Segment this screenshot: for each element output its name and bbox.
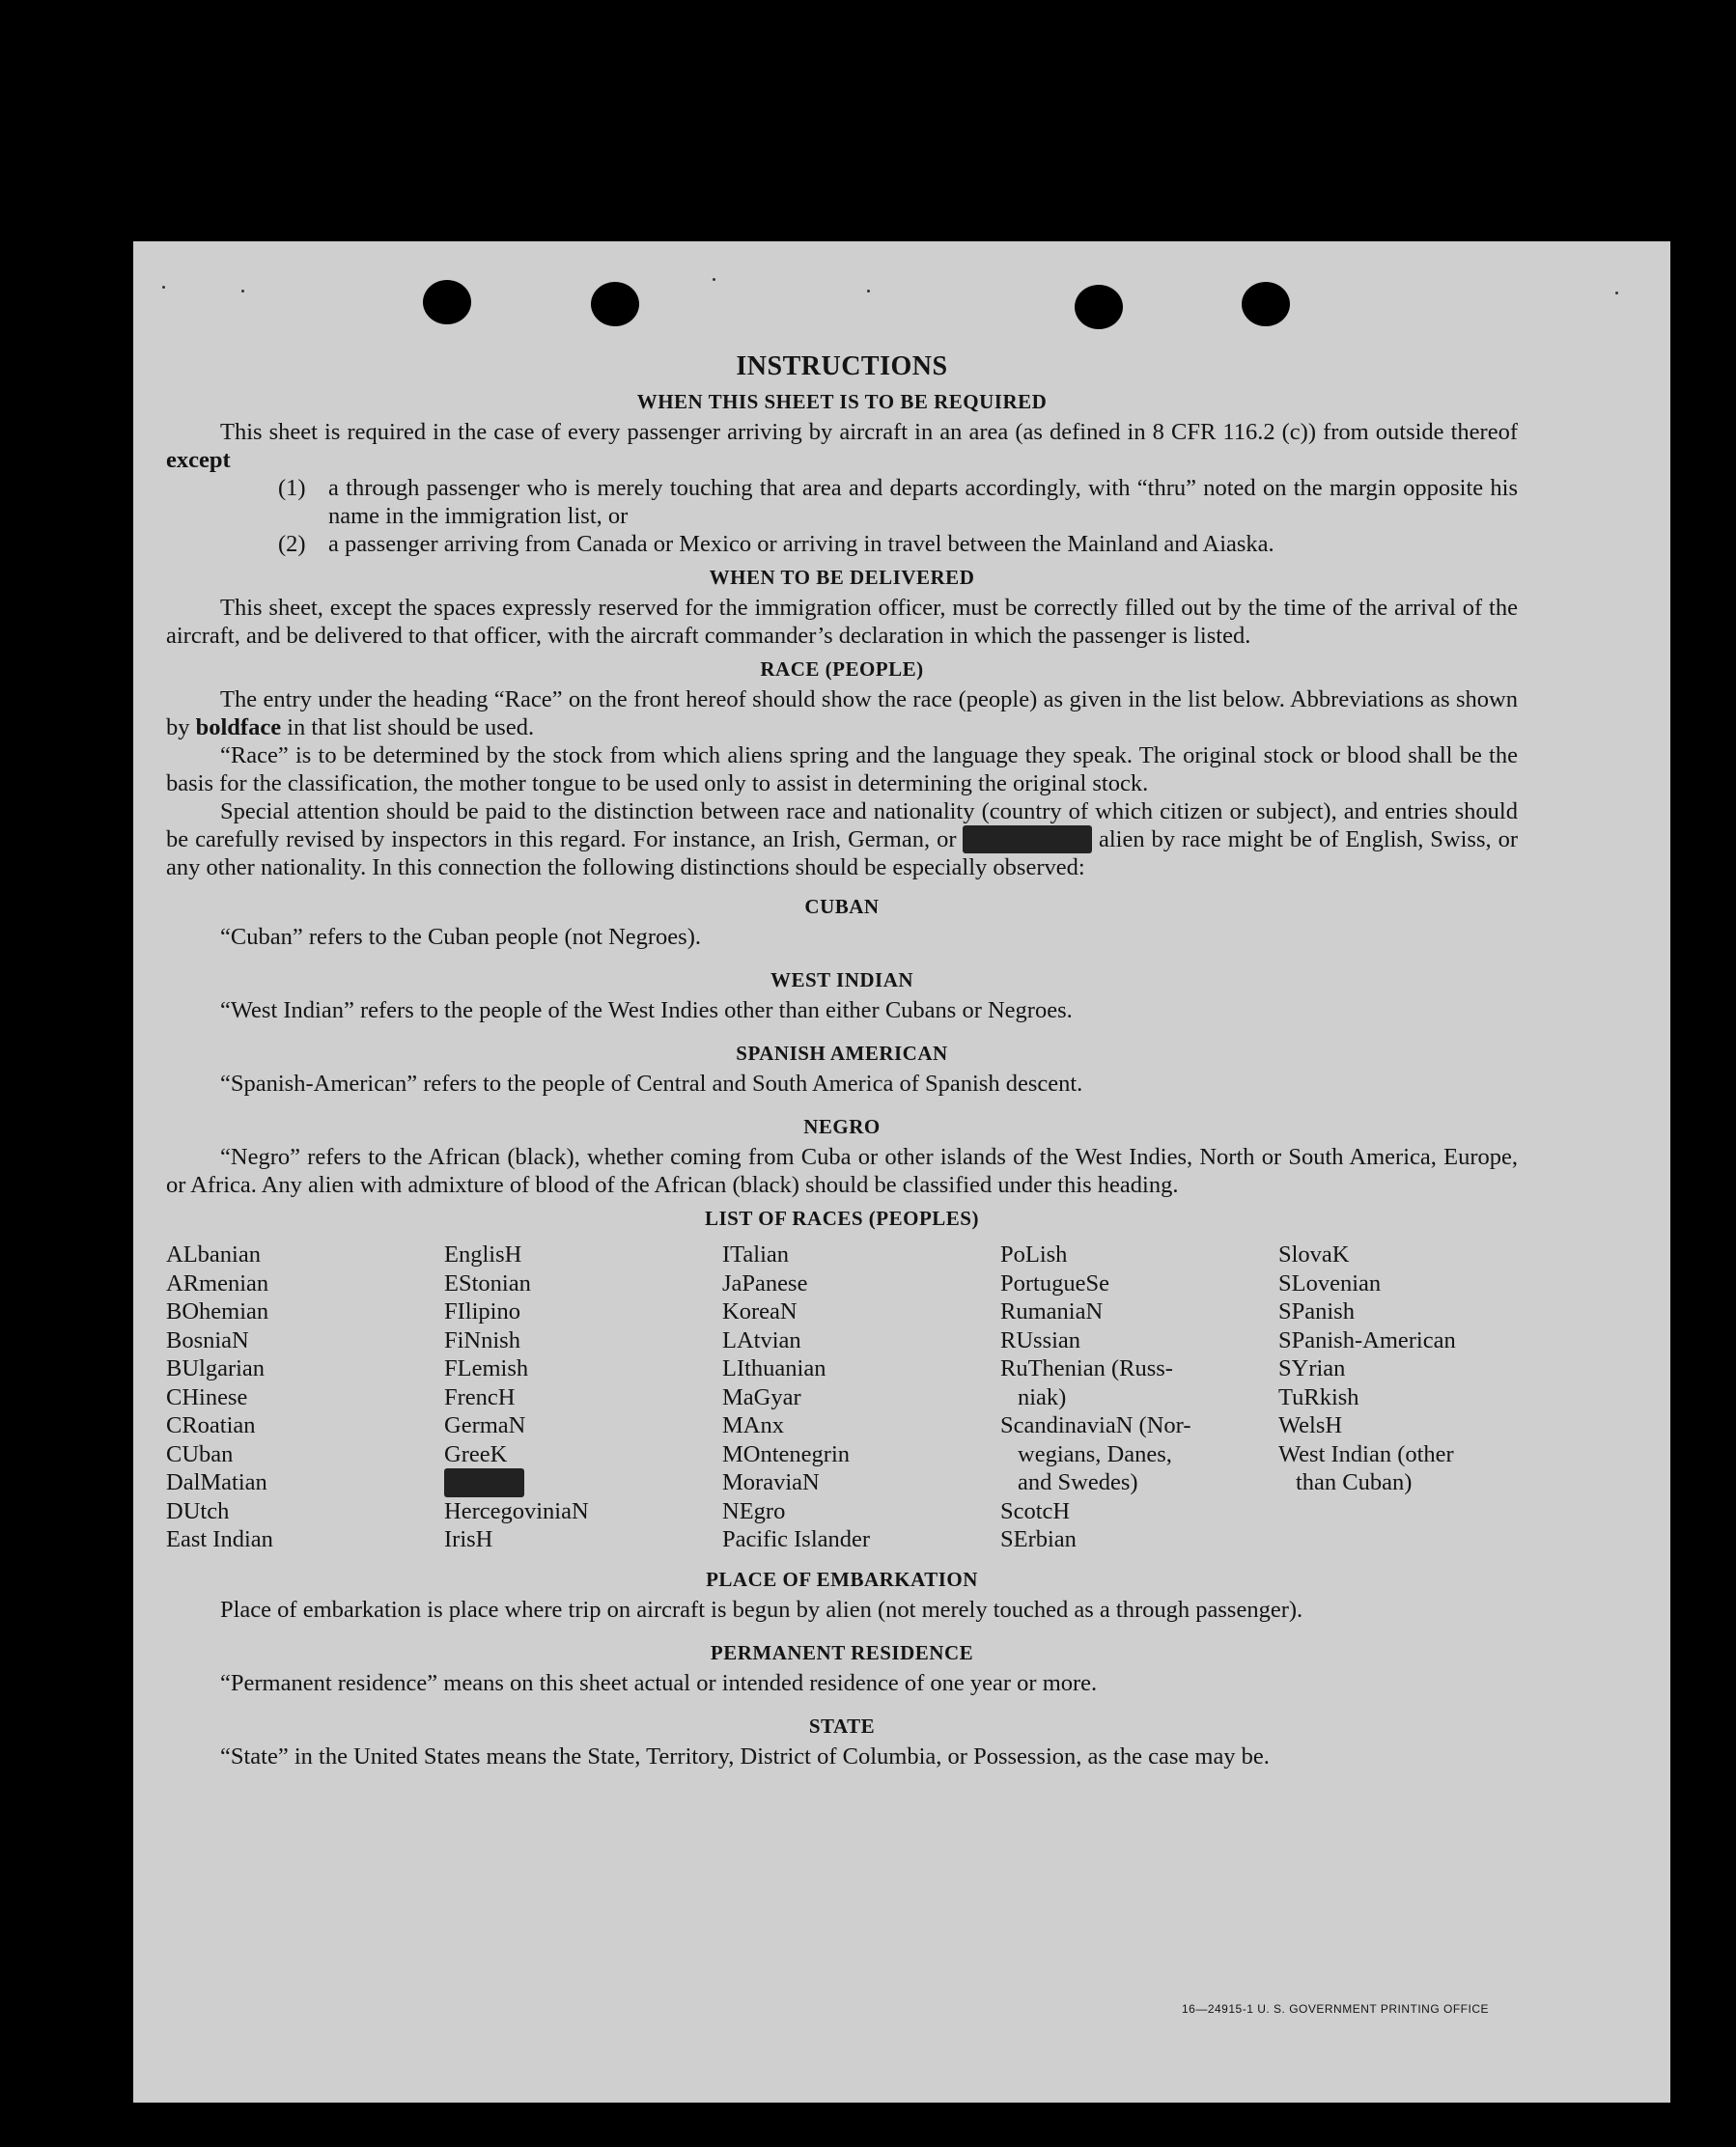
race-entry: Pacific Islander [722,1526,871,1552]
race-entry: BOhemian [166,1298,269,1324]
race-entry: FIlipino [444,1298,520,1324]
race-entry: PoLish [1000,1241,1068,1268]
race-entry: CRoatian [166,1412,256,1438]
race-entry: MaGyar [722,1383,801,1410]
section-heading-residence: PERMANENT RESIDENCE [710,1640,974,1664]
residence-text: “Permanent residence” means on this sheet actual or intended residence of one year or more. [220,1669,1098,1696]
punch-hole [423,280,471,324]
race-entry-continued: niak) [1018,1383,1067,1410]
race-entry: FLemish [444,1355,529,1381]
cuban-text: “Cuban” refers to the Cuban people (not Negroes). [220,924,701,950]
state-text: “State” in the United States means the State, Territory, District of Columbia, or Possession, as the case may be. [220,1743,1270,1770]
required-intro: This sheet is required in the case of every passenger arriving by aircraft in an area (as defined in 8 CFR 116.2 (c)) from outside thereof except [166,419,1518,473]
race-entry: West Indian (other [1278,1440,1454,1467]
punch-hole [1075,285,1123,329]
section-heading-state: STATE [808,1714,876,1738]
race-entry: MOntenegrin [722,1440,850,1467]
race-entry: ScandinaviaN (Nor- [1000,1412,1191,1438]
race-entry: DUtch [166,1497,230,1524]
race-entry: ALbanian [166,1241,261,1268]
document-body [166,352,1518,1771]
instruction-sheet [133,241,1670,2103]
section-heading-delivered: WHEN TO BE DELIVERED [709,566,975,589]
race-entry: SlovaK [1278,1241,1350,1268]
redacted-race-entry: HebreW [444,1469,524,1495]
race-column-1 [166,1241,444,1554]
race-entry: IrisH [444,1526,493,1552]
race-column-4 [1000,1241,1278,1554]
race-entry: RuThenian (Russ- [1000,1355,1173,1381]
race-entry: BosniaN [166,1326,249,1353]
race-entry: SYrian [1278,1355,1346,1381]
race-entry: SLovenian [1278,1269,1382,1297]
embarkation-text: Place of embarkation is place where trip on aircraft is begun by alien (not merely touched as a through passenger). [220,1596,1303,1623]
race-entry: SPanish [1278,1298,1355,1324]
paper-speck [162,286,165,289]
paper-speck [241,290,244,293]
race-entry: SErbian [1000,1526,1077,1552]
west-indian-text: “West Indian” refers to the people of the West Indies other than either Cubans or Negroes. [220,997,1073,1023]
race-entry: GreeK [444,1440,508,1467]
exception-item: (1) a through passenger who is merely touching that area and departs accordingly, with “thru” noted on the margin opposite his name in the immigration list, or [278,475,1518,529]
section-heading-cuban: CUBAN [804,895,880,918]
paper-speck [1615,292,1618,294]
race-entry: FiNnish [444,1326,520,1353]
section-heading-embarkation: PLACE OF EMBARKATION [706,1567,978,1591]
race-entry: HercegoviniaN [444,1497,589,1524]
race-paragraph-3: Special attention should be paid to the distinction between race and nationality (country of which citizen or subject), and entries should be carefully revised by inspectors in this regard. For instance, an Irish, German, or Hebrew alien by race might be of English, Swiss, or any other nationality. In this connection the following distinctions should be especially observed: [166,798,1518,880]
race-paragraph-1: The entry under the heading “Race” on the front hereof should show the race (people) as given in the list below. Abbreviations as shown by boldface in that list should be used. [166,686,1518,740]
race-entry: KoreaN [722,1298,798,1324]
paper-speck [867,290,870,293]
section-heading-negro: NEGRO [803,1115,881,1138]
race-column-2 [444,1241,722,1554]
section-heading-race: RACE (PEOPLE) [760,657,924,681]
race-entry: LAtvian [722,1326,801,1353]
redacted-word: Hebrew [963,825,1092,853]
race-entry: TuRkish [1278,1383,1359,1410]
race-entry: ScotcH [1000,1497,1071,1524]
section-heading-required: WHEN THIS SHEET IS TO BE REQUIRED [636,390,1048,413]
race-entry: ARmenian [166,1269,269,1297]
race-entry: EnglisH [444,1241,522,1268]
race-list [166,1241,1518,1554]
section-heading-races: LIST OF RACES (PEOPLES) [705,1207,979,1230]
race-entry: MoraviaN [722,1469,820,1495]
section-heading-spanish-american: SPANISH AMERICAN [736,1042,948,1065]
race-entry: CHinese [166,1383,248,1410]
race-entry: East Indian [166,1526,273,1552]
race-entry: MAnx [722,1412,784,1438]
race-entry: DalMatian [166,1469,267,1495]
race-entry: PortugueSe [1000,1269,1109,1297]
race-entry [444,1468,722,1497]
race-column-5 [1278,1241,1518,1554]
race-entry: NEgro [722,1497,786,1524]
page-title: INSTRUCTIONS [736,351,948,381]
race-entry: ITalian [722,1241,790,1268]
delivered-text: This sheet, except the spaces expressly reserved for the immigration officer, must be correctly filled out by the time of the arrival of the aircraft, and be delivered to that officer, with the aircraft commander’s declaration in which the passenger is listed. [166,595,1518,649]
race-entry: SPanish-American [1278,1326,1456,1353]
printer-imprint: 16—24915-1 U. S. GOVERNMENT PRINTING OFFICE [1181,2002,1489,2016]
race-entry: RumaniaN [1000,1298,1104,1324]
race-column-3 [722,1241,1000,1554]
race-entry: CUban [166,1440,234,1467]
punch-hole [591,282,639,326]
race-entry: EStonian [444,1269,531,1297]
race-entry-continued: wegians, Danes, [1018,1440,1172,1467]
race-entry-continued: and Swedes) [1018,1469,1138,1495]
race-entry: LIthuanian [722,1355,826,1381]
race-paragraph-2: “Race” is to be determined by the stock from which aliens spring and the language they speak. The original stock or blood shall be the basis for the classification, the mother tongue to be used only to assist in determining the original stock. [166,742,1518,796]
race-entry: BUlgarian [166,1355,266,1381]
punch-hole [1242,282,1290,326]
race-entry: WelsH [1278,1412,1343,1438]
race-entry: GermaN [444,1412,526,1438]
paper-speck [713,278,715,281]
race-entry: RUssian [1000,1326,1081,1353]
section-heading-west-indian: WEST INDIAN [770,968,914,991]
negro-text: “Negro” refers to the African (black), whether coming from Cuba or other islands of the West Indies, North or South America, Europe, or Africa. Any alien with admixture of blood of the African (black) should be classified under this heading. [166,1144,1518,1198]
exception-item: (2) a passenger arriving from Canada or Mexico or arriving in travel between the Mainland and Aiaska. [278,531,1274,557]
race-entry: FrencH [444,1383,516,1410]
race-entry: JaPanese [722,1269,808,1297]
race-entry-continued: than Cuban) [1296,1469,1413,1495]
spanish-american-text: “Spanish-American” refers to the people of Central and South America of Spanish descent. [220,1071,1083,1097]
